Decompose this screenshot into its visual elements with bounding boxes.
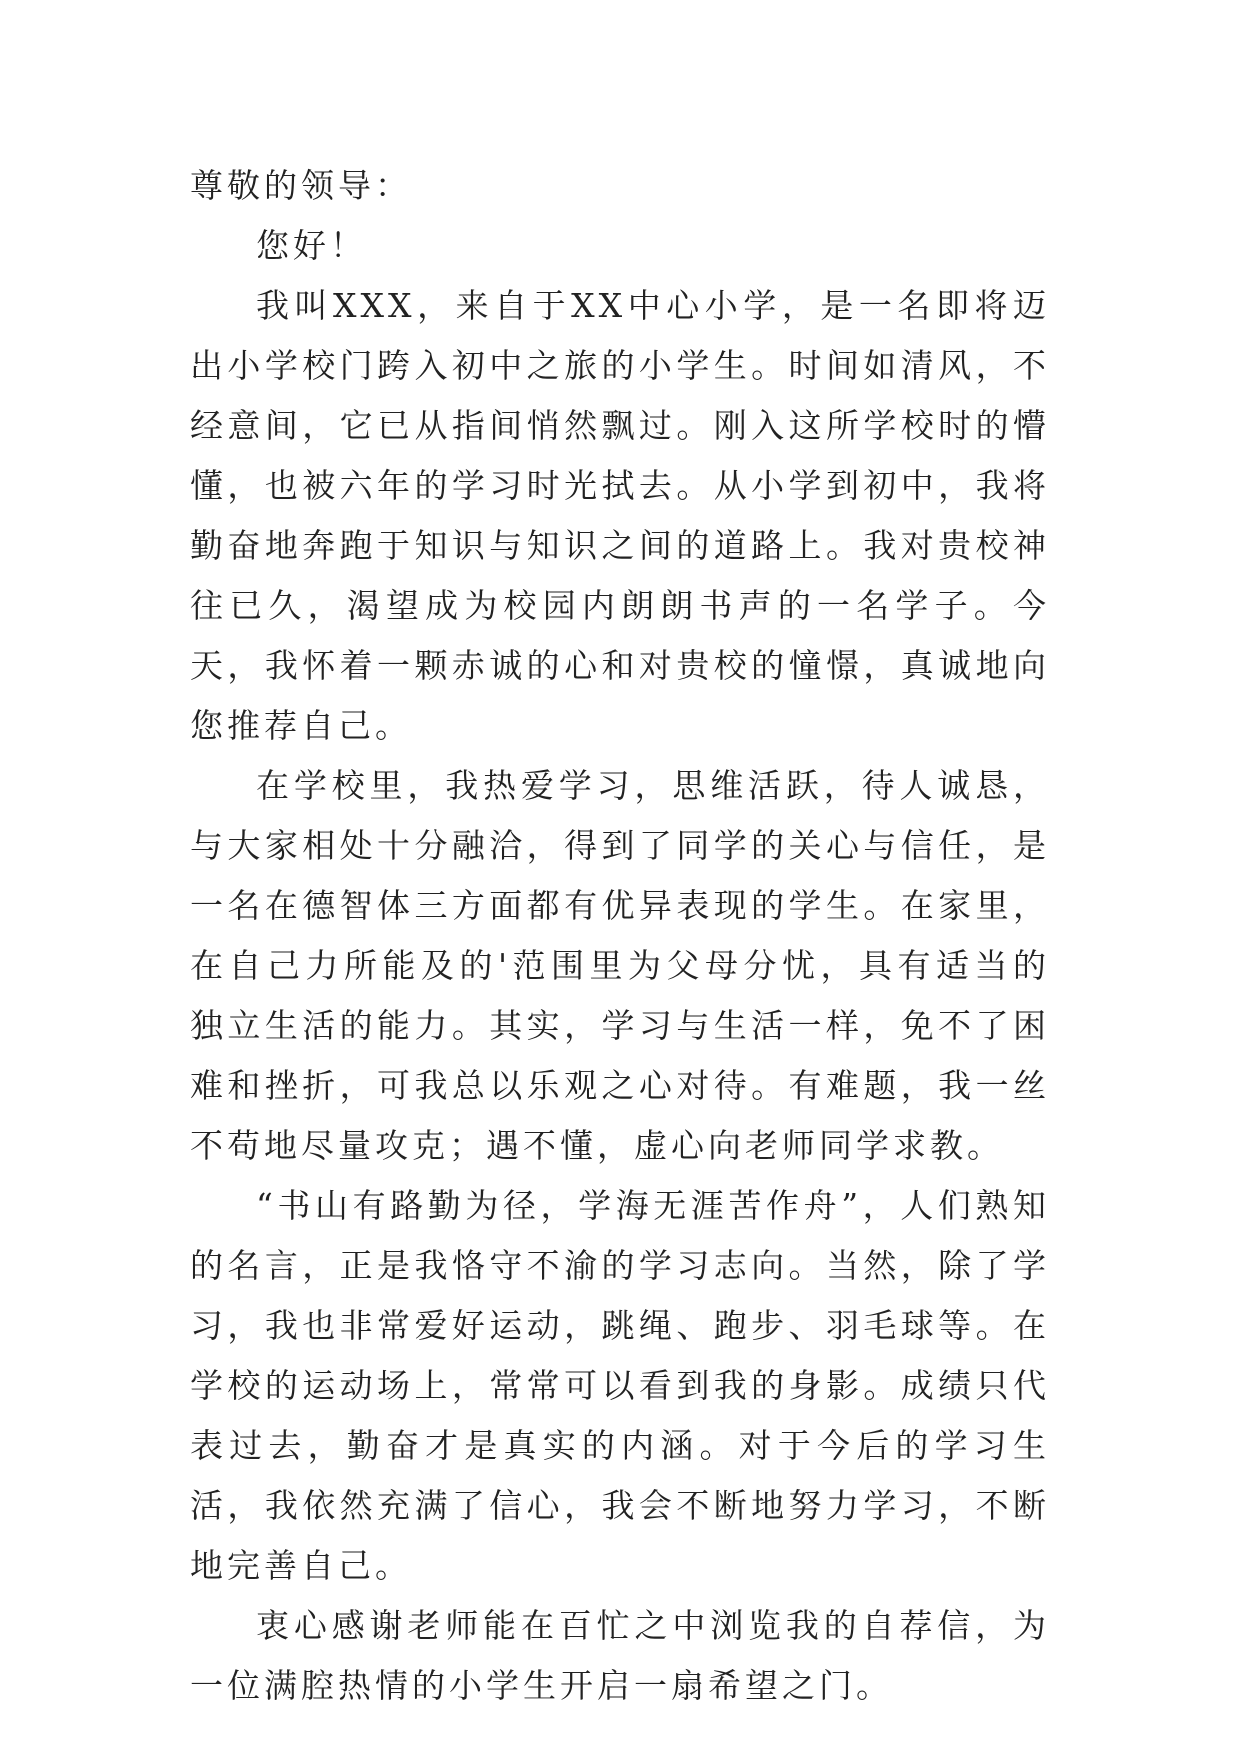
paragraph-introduction: 我叫XXX，来自于XX中心小学，是一名即将迈出小学校门跨入初中之旅的小学生。时间如清风，不经意间，它已从指间悄然飘过。刚入这所学校时的懵懂，也被六年的学习时光拭去。从小学到初中，我将勤奋地奔跑于知识与知识之间的道路上。我对贵校神往已久，渴望成为校园内朗朗书声的一名学子。今天，我怀着一颗赤诚的心和对贵校的憧憬，真诚地向您推荐自己。 [190, 286, 1050, 745]
letter-body [190, 156, 1050, 1716]
paragraph-school-life: 在学校里，我热爱学习，思维活跃，待人诚恳，与大家相处十分融洽，得到了同学的关心与信任，是一名在德智体三方面都有优异表现的学生。在家里，在自己力所能及的'范围里为父母分忧，具有适当的独立生活的能力。其实，学习与生活一样，免不了困难和挫折，可我总以乐观之心对待。有难题，我一丝不苟地尽量攻克；遇不懂，虚心向老师同学求教。 [190, 766, 1050, 1165]
greeting-line: 您好！ [256, 226, 367, 265]
paragraph-thanks: 衷心感谢老师能在百忙之中浏览我的自荐信，为一位满腔热情的小学生开启一扇希望之门。 [190, 1606, 1050, 1705]
paragraph-study-goals: “书山有路勤为径，学海无涯苦作舟”，人们熟知的名言，正是我恪守不渝的学习志向。当然，除了学习，我也非常爱好运动，跳绳、跑步、羽毛球等。在学校的运动场上，常常可以看到我的身影。成绩只代表过去，勤奋才是真实的内涵。对于今后的学习生活，我依然充满了信心，我会不断地努力学习，不断地完善自己。 [190, 1186, 1050, 1585]
salutation-line: 尊敬的领导： [190, 166, 412, 205]
